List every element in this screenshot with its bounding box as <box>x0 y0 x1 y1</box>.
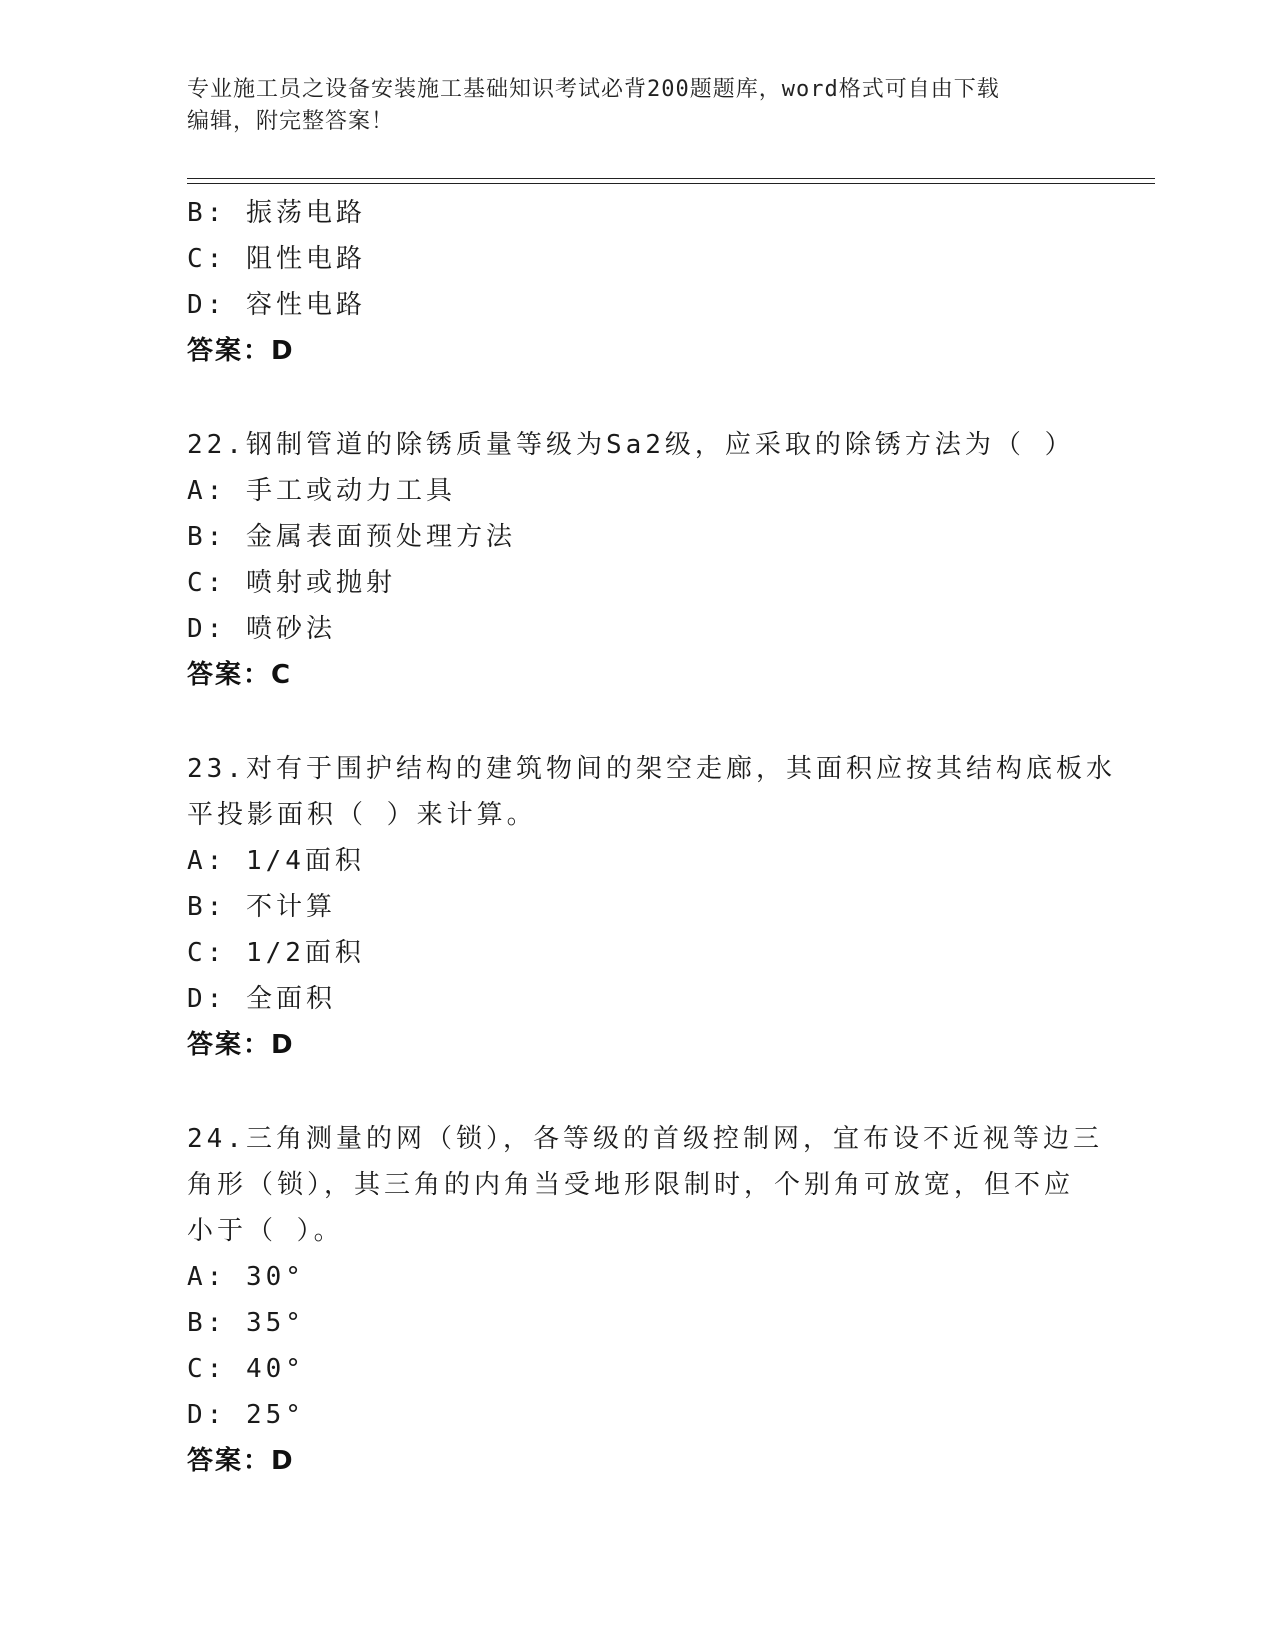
spacer <box>187 698 1087 746</box>
question-23 <box>187 746 1116 1068</box>
question-line: 22.钢制管道的除锈质量等级为Sa2级，应采取的除锈方法为（ ） <box>187 430 1075 460</box>
option-d: D: 喷砂法 <box>187 614 336 644</box>
option-d: D: 容性电路 <box>187 290 366 320</box>
question-line: 24.三角测量的网（锁），各等级的首级控制网，宜布设不近视等边三 <box>187 1124 1103 1154</box>
option-c: C: 阻性电路 <box>187 244 366 274</box>
header-line-2: 编辑，附完整答案！ <box>187 109 395 134</box>
question-text <box>187 1116 1103 1254</box>
question-24 <box>187 1116 1103 1484</box>
option-a: A: 手工或动力工具 <box>187 476 456 506</box>
option-b: B: 金属表面预处理方法 <box>187 522 516 552</box>
option-c: C: 1/2面积 <box>187 938 365 968</box>
option-c: C: 40° <box>187 1354 305 1384</box>
answer: 答案：D <box>187 1030 295 1060</box>
answer: 答案：C <box>187 660 293 690</box>
question-text <box>187 422 1087 468</box>
question-line: 小于（ ）。 <box>187 1216 344 1246</box>
question-line: 平投影面积（ ）来计算。 <box>187 800 537 830</box>
option-b: B: 35° <box>187 1308 305 1338</box>
option-a: A: 1/4面积 <box>187 846 365 876</box>
question-content <box>187 190 1116 1484</box>
option-b: B: 不计算 <box>187 892 336 922</box>
spacer <box>187 1068 1087 1116</box>
document-header <box>187 74 1067 138</box>
answer: 答案：D <box>187 1446 295 1476</box>
answer: 答案：D <box>187 336 295 366</box>
question-line: 角形（锁），其三角的内角当受地形限制时，个别角可放宽，但不应 <box>187 1170 1075 1200</box>
option-b: B: 振荡电路 <box>187 198 366 228</box>
header-rule-top <box>187 178 1155 179</box>
question-text <box>187 746 1116 838</box>
header-rule-bottom <box>187 183 1155 184</box>
option-a: A: 30° <box>187 1262 305 1292</box>
question-line: 23.对有于围护结构的建筑物间的架空走廊，其面积应按其结构底板水 <box>187 754 1116 784</box>
question-21-tail <box>187 190 1087 374</box>
option-d: D: 全面积 <box>187 984 336 1014</box>
question-22 <box>187 422 1087 698</box>
option-c: C: 喷射或抛射 <box>187 568 396 598</box>
option-d: D: 25° <box>187 1400 305 1430</box>
header-line-1: 专业施工员之设备安装施工基础知识考试必背200题题库，word格式可自由下载 <box>187 77 1000 102</box>
spacer <box>187 374 1087 422</box>
